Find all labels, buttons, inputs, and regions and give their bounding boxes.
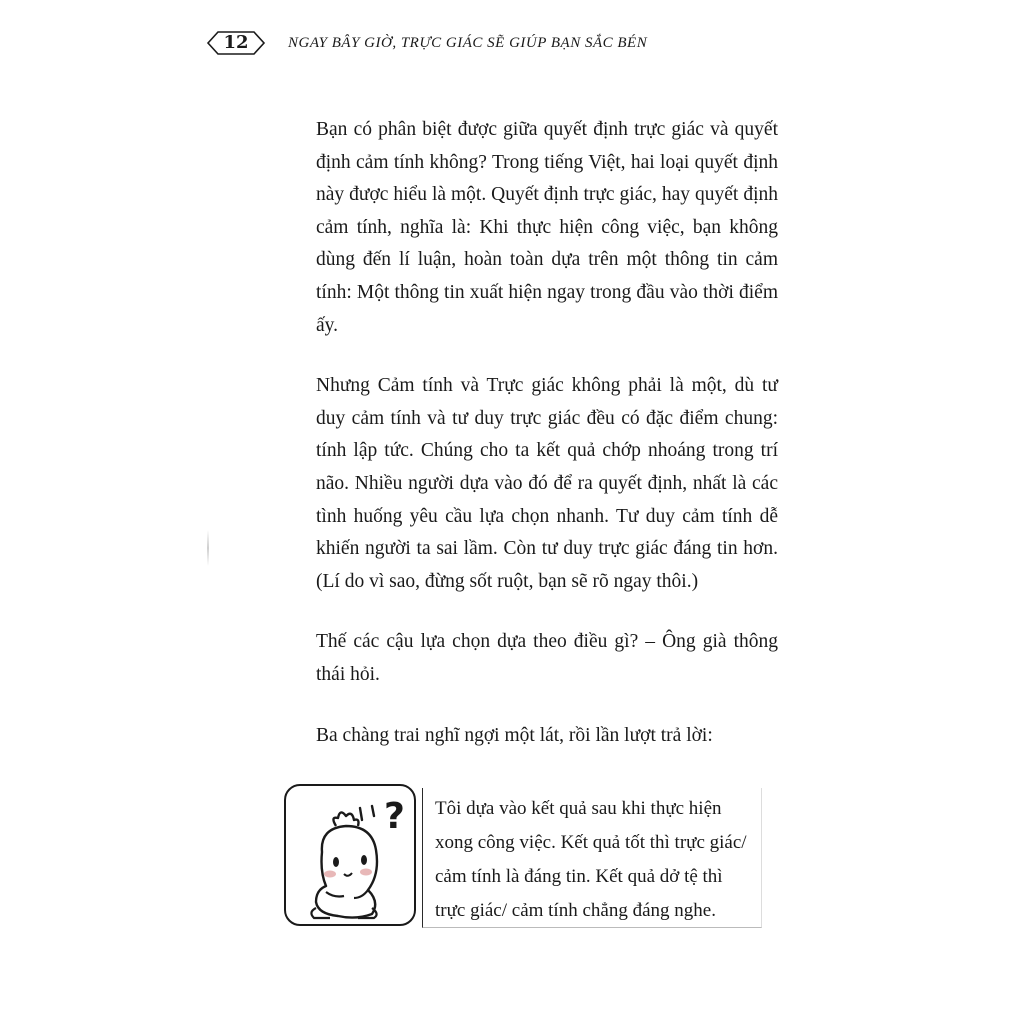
question-mark: ?	[384, 796, 405, 837]
page-number: 12	[223, 32, 249, 53]
avatar-frame	[284, 784, 416, 926]
paragraph-2: Nhưng Cảm tính và Trực giác không phải là một, dù tư duy cảm tính và tư duy trực giác đều có đặc điểm chung: tính lập tức. Chúng cho ta kết quả chớp nhoáng trong trí não. Nhiều người dựa vào đó để ra quyết định, nhất là các tình huống yêu cầu lựa chọn nhanh. Tư duy cảm tính dễ khiến người ta sai lầm. Còn tư duy trực giác đáng tin hơn. (Lí do vì sao, đừng sốt ruột, bạn sẽ rõ ngay thôi.)	[316, 375, 778, 592]
dialogue-block	[284, 784, 764, 932]
speech-box	[422, 788, 762, 928]
speech-line-4: trực giác/ cảm tính chẳng đáng nghe.	[435, 900, 716, 921]
running-title: NGAY BÂY GIỜ, TRỰC GIÁC SẼ GIÚP BẠN SẮC BÉN	[288, 34, 648, 51]
body-text	[316, 114, 778, 752]
confused-character-icon	[286, 786, 418, 928]
speech-line-1: Tôi dựa vào kết quả sau khi thực hiện	[435, 798, 722, 819]
scan-margin-mark	[207, 530, 209, 566]
paragraph-3: Thế các cậu lựa chọn dựa theo điều gì? – Ông già thông thái hỏi.	[316, 631, 778, 685]
paragraph-4: Ba chàng trai nghĩ ngợi một lát, rồi lần lượt trả lời:	[316, 724, 713, 746]
page-header	[206, 26, 647, 60]
speech-line-2: xong công việc. Kết quả tốt thì trực giác/	[435, 832, 747, 853]
speech-line-3: cảm tính là đáng tin. Kết quả dở tệ thì	[435, 866, 723, 887]
paragraph-1: Bạn có phân biệt được giữa quyết định trực giác và quyết định cảm tính không? Trong tiếng Việt, hai loại quyết định này được hiểu là một. Quyết định trực giác, hay quyết định cảm tính, nghĩa là: Khi thực hiện công việc, bạn không dùng đến lí luận, hoàn toàn dựa trên một thông tin cảm tính: Một thông tin xuất hiện ngay trong đầu vào thời điểm ấy.	[316, 119, 778, 336]
page-number-badge	[206, 28, 266, 58]
